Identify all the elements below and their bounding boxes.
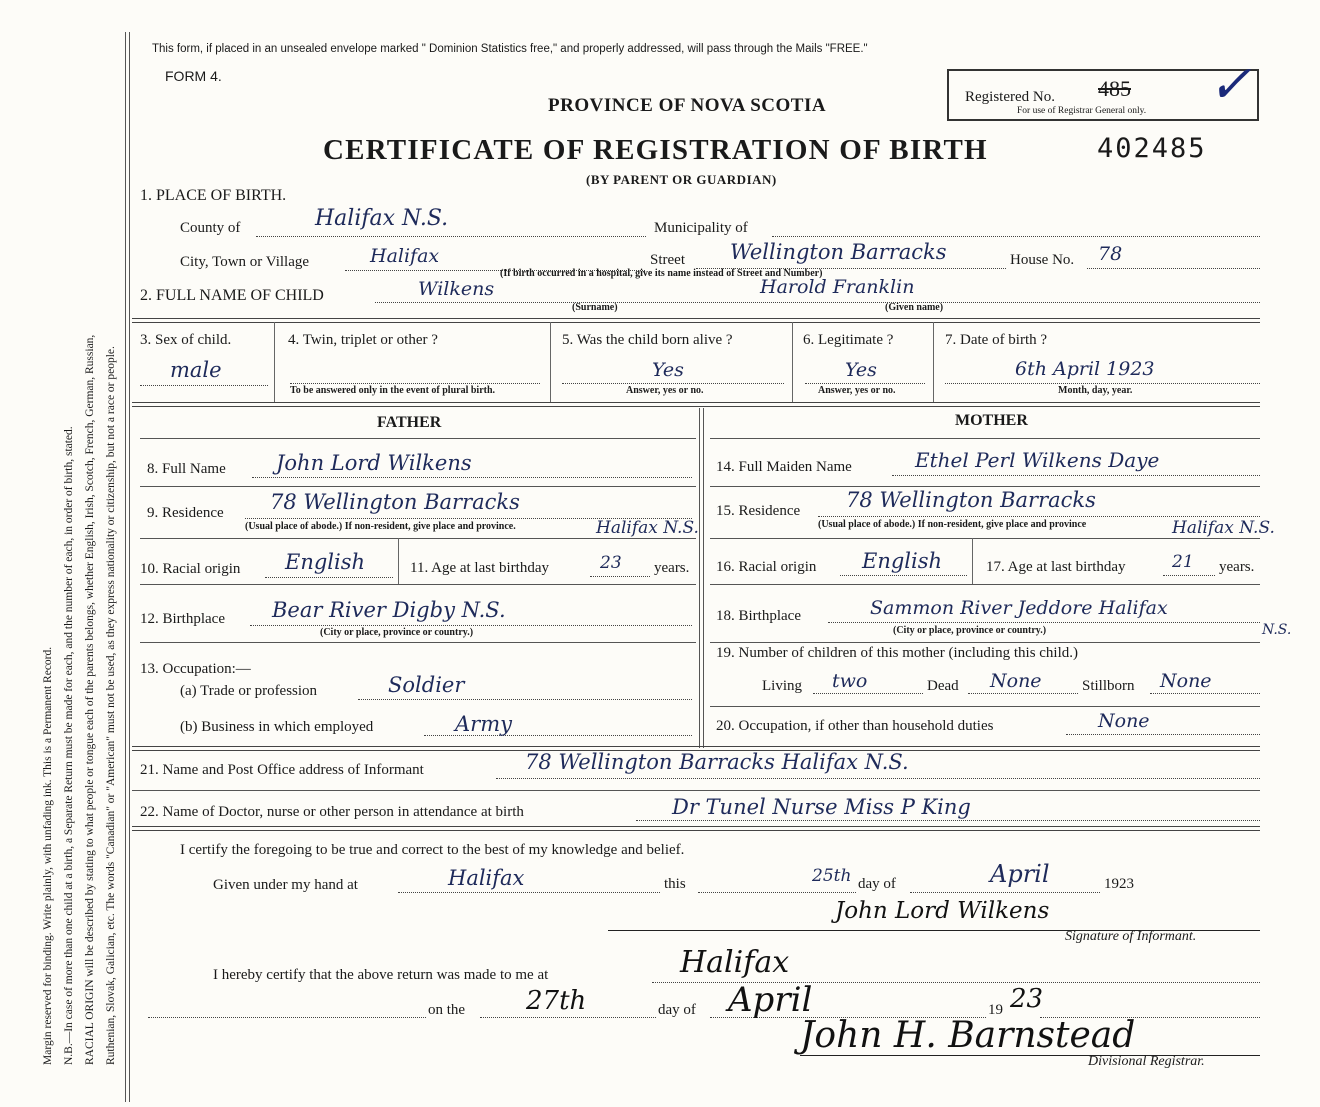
stillborn-label: Stillborn bbox=[1082, 678, 1135, 694]
registrar-place-value[interactable]: Halifax bbox=[680, 945, 790, 980]
certificate-title: CERTIFICATE OF REGISTRATION OF BIRTH bbox=[323, 134, 988, 166]
mother-birthplace-line bbox=[828, 622, 1260, 623]
divider bbox=[972, 538, 973, 584]
attendant-line bbox=[636, 820, 1260, 821]
divider bbox=[792, 322, 793, 402]
municipality-line bbox=[772, 236, 1260, 237]
divider bbox=[710, 486, 1260, 487]
mother-occupation-line bbox=[1066, 734, 1260, 735]
certificate-subtitle: (BY PARENT OR GUARDIAN) bbox=[586, 172, 777, 187]
registered-number: 485 bbox=[1098, 76, 1131, 101]
father-racial-line bbox=[265, 577, 393, 578]
registrar-caption: Divisional Registrar. bbox=[1088, 1054, 1205, 1069]
divider bbox=[140, 538, 696, 539]
legitimate-value[interactable]: Yes bbox=[845, 359, 877, 381]
street-value[interactable]: Wellington Barracks bbox=[730, 240, 947, 264]
form-number: FORM 4. bbox=[165, 68, 222, 84]
business-label: (b) Business in which employed bbox=[180, 719, 374, 735]
informant-line bbox=[496, 778, 1260, 779]
dead-label: Dead bbox=[927, 678, 959, 694]
margin-binding-note: Margin reserved for binding. Write plainly, with unfading ink. This is a Permanent Record. bbox=[42, 646, 54, 1065]
registrar-statement: I hereby certify that the above return was made to me at bbox=[213, 967, 549, 983]
registrar-year-prefix: 19 bbox=[988, 1002, 1003, 1018]
sex-label: 3. Sex of child. bbox=[140, 332, 232, 348]
house-value[interactable]: 78 bbox=[1098, 243, 1123, 265]
sex-line bbox=[140, 385, 268, 386]
attendant-value[interactable]: Dr Tunel Nurse Miss P King bbox=[672, 795, 971, 819]
living-label: Living bbox=[762, 678, 802, 694]
child-name-line bbox=[375, 302, 1260, 303]
mother-racial-line bbox=[840, 575, 967, 576]
legitimate-label: 6. Legitimate ? bbox=[803, 332, 894, 348]
father-name-label: 8. Full Name bbox=[147, 461, 226, 477]
given-place-line bbox=[398, 892, 660, 893]
father-birthplace-line bbox=[250, 625, 692, 626]
business-value[interactable]: Army bbox=[455, 712, 512, 736]
registered-label: Registered No. bbox=[965, 89, 1055, 105]
mother-name-label: 14. Full Maiden Name bbox=[716, 459, 852, 475]
mother-age-value[interactable]: 21 bbox=[1172, 552, 1194, 572]
margin-nb-note: N.B.—In case of more than one child at a birth, a Separate Return must be made for each, and the number of each, in order of birth, stated. bbox=[63, 426, 75, 1065]
registrar-left-line bbox=[148, 1017, 426, 1018]
divider bbox=[140, 584, 696, 585]
county-line bbox=[256, 236, 646, 237]
legitimate-note: Answer, yes or no. bbox=[818, 385, 896, 396]
divider-row3-top bbox=[132, 318, 1260, 323]
children-label: 19. Number of children of this mother (including this child.) bbox=[716, 645, 1079, 661]
dob-value[interactable]: 6th April 1923 bbox=[1015, 358, 1155, 380]
registrar-use-note: For use of Registrar General only. bbox=[1017, 106, 1147, 116]
dead-value[interactable]: None bbox=[990, 670, 1042, 692]
mother-heading: MOTHER bbox=[955, 412, 1028, 429]
attendant-label: 22. Name of Doctor, nurse or other person in attendance at birth bbox=[140, 804, 524, 820]
postal-notice: This form, if placed in an unsealed envelope marked " Dominion Statistics free," and properly addressed, will pass through the Mails "FREE." bbox=[152, 43, 868, 55]
stamped-number: 402485 bbox=[1097, 133, 1207, 164]
mother-residence-extra[interactable]: Halifax N.S. bbox=[1172, 518, 1275, 538]
divider bbox=[274, 322, 275, 402]
divider bbox=[140, 486, 696, 487]
informant-value[interactable]: 78 Wellington Barracks Halifax N.S. bbox=[525, 750, 909, 774]
given-year-value[interactable]: 1923 bbox=[1104, 876, 1134, 892]
given-under-label: Given under my hand at bbox=[213, 877, 358, 893]
father-residence-value[interactable]: 78 Wellington Barracks bbox=[270, 490, 520, 514]
county-label: County of bbox=[180, 220, 241, 236]
child-surname[interactable]: Wilkens bbox=[418, 278, 495, 300]
twin-line bbox=[290, 383, 540, 384]
mother-residence-line bbox=[818, 516, 1260, 517]
margin-racial-note-2: Ruthenian, Slovak, Galician, etc. The words "Canadian" or "American" must not be used, as they express nationality or citizenship, but not a race or people. bbox=[105, 346, 117, 1065]
father-birthplace-value[interactable]: Bear River Digby N.S. bbox=[272, 598, 506, 622]
mother-name-line bbox=[892, 475, 1260, 476]
checkmark-icon: ✓ bbox=[1208, 55, 1252, 115]
this-label: this bbox=[664, 876, 686, 892]
trade-label: (a) Trade or profession bbox=[180, 683, 318, 699]
dob-label: 7. Date of birth ? bbox=[945, 332, 1048, 348]
given-day-value[interactable]: 25th bbox=[812, 866, 852, 886]
mother-birthplace-value[interactable]: Sammon River Jeddore Halifax bbox=[870, 597, 1168, 619]
father-residence-extra[interactable]: Halifax N.S. bbox=[596, 518, 699, 538]
city-label: City, Town or Village bbox=[180, 254, 310, 270]
registrar-signature[interactable]: John H. Barnstead bbox=[800, 1015, 1136, 1056]
mother-racial-label: 16. Racial origin bbox=[716, 559, 817, 575]
dead-line bbox=[968, 693, 1078, 694]
divider bbox=[710, 584, 1260, 585]
margin-racial-note-1: RACIAL ORIGIN will be described by stating to what people or tongue each of the parents belongs, whether English, Irish, Scotch, French, German, Russian, bbox=[84, 334, 96, 1065]
divider bbox=[140, 438, 696, 439]
father-racial-label: 10. Racial origin bbox=[140, 561, 241, 577]
hospital-note: (If birth occurred in a hospital, give its name instead of Street and Number) bbox=[500, 268, 823, 279]
divider bbox=[132, 790, 1260, 791]
registrar-year-suffix[interactable]: 23 bbox=[1010, 984, 1044, 1014]
father-age-value[interactable]: 23 bbox=[600, 553, 622, 573]
father-heading: FATHER bbox=[377, 414, 442, 431]
mother-occupation-value[interactable]: None bbox=[1098, 710, 1150, 732]
trade-line bbox=[358, 699, 692, 700]
informant-signature[interactable]: John Lord Wilkens bbox=[835, 898, 1050, 924]
given-day-line bbox=[698, 892, 856, 893]
given-place-value[interactable]: Halifax bbox=[448, 866, 525, 890]
father-name-value[interactable]: John Lord Wilkens bbox=[276, 451, 472, 475]
divider bbox=[933, 322, 934, 402]
alive-line bbox=[562, 383, 784, 384]
alive-note: Answer, yes or no. bbox=[626, 385, 704, 396]
alive-label: 5. Was the child born alive ? bbox=[562, 332, 733, 348]
informant-caption: Signature of Informant. bbox=[1065, 929, 1197, 944]
father-residence-note: (Usual place of abode.) If non-resident, give place and province. bbox=[245, 521, 516, 532]
father-years-label: years. bbox=[654, 560, 690, 576]
divider-certify-top bbox=[132, 826, 1260, 831]
dob-line bbox=[945, 383, 1260, 384]
house-line bbox=[1087, 268, 1260, 269]
divider bbox=[710, 538, 1260, 539]
child-given-name[interactable]: Harold Franklin bbox=[760, 276, 915, 298]
father-name-line bbox=[252, 477, 692, 478]
mother-residence-note: (Usual place of abode.) If non-resident, give place and province bbox=[818, 519, 1087, 530]
margin-rule bbox=[125, 32, 130, 1102]
place-of-birth-label: 1. PLACE OF BIRTH. bbox=[140, 187, 287, 204]
registrar-day-of-label: day of bbox=[658, 1002, 696, 1018]
occupation-label: 13. Occupation:— bbox=[140, 661, 251, 677]
mother-age-label: 17. Age at last birthday bbox=[986, 559, 1126, 575]
city-value[interactable]: Halifax bbox=[370, 245, 440, 267]
trade-value[interactable]: Soldier bbox=[388, 673, 465, 697]
stillborn-line bbox=[1150, 693, 1260, 694]
registrar-month-value[interactable]: April bbox=[728, 980, 813, 1020]
mother-years-label: years. bbox=[1219, 559, 1255, 575]
mother-residence-label: 15. Residence bbox=[716, 503, 801, 519]
divider bbox=[710, 706, 1260, 707]
mother-age-line bbox=[1163, 575, 1215, 576]
divider-parents-top bbox=[132, 402, 1260, 407]
surname-caption: (Surname) bbox=[572, 302, 618, 313]
certify-statement: I certify the foregoing to be true and correct to the best of my knowledge and belief. bbox=[180, 842, 685, 858]
twin-label: 4. Twin, triplet or other ? bbox=[288, 332, 438, 348]
informant-label: 21. Name and Post Office address of Informant bbox=[140, 762, 424, 778]
street-label: Street bbox=[650, 252, 685, 268]
divider bbox=[710, 438, 1260, 439]
father-age-line bbox=[590, 576, 650, 577]
living-value[interactable]: two bbox=[832, 670, 868, 692]
house-label: House No. bbox=[1010, 252, 1075, 268]
given-day-of-label: day of bbox=[858, 876, 896, 892]
stillborn-value[interactable]: None bbox=[1160, 670, 1212, 692]
municipality-label: Municipality of bbox=[654, 220, 748, 236]
legitimate-line bbox=[805, 383, 925, 384]
mother-birthplace-label: 18. Birthplace bbox=[716, 608, 801, 624]
father-racial-value[interactable]: English bbox=[285, 550, 366, 574]
divider bbox=[140, 642, 696, 643]
sex-value[interactable]: male bbox=[170, 358, 222, 382]
parents-divider bbox=[699, 408, 704, 748]
dob-note: Month, day, year. bbox=[1058, 385, 1133, 396]
divider bbox=[398, 538, 399, 584]
alive-value[interactable]: Yes bbox=[652, 359, 684, 381]
divider bbox=[550, 322, 551, 402]
mother-birthplace-note: (City or place, province or country.) bbox=[893, 625, 1047, 636]
given-month-value[interactable]: April bbox=[990, 860, 1050, 888]
mother-racial-value[interactable]: English bbox=[862, 549, 943, 573]
father-age-label: 11. Age at last birthday bbox=[410, 560, 549, 576]
twin-note: To be answered only in the event of plural birth. bbox=[290, 385, 496, 396]
mother-birthplace-extra[interactable]: N.S. bbox=[1262, 622, 1292, 638]
father-residence-label: 9. Residence bbox=[147, 505, 224, 521]
mother-name-value[interactable]: Ethel Perl Wilkens Daye bbox=[915, 448, 1160, 472]
given-name-caption: (Given name) bbox=[885, 302, 944, 313]
living-line bbox=[813, 693, 923, 694]
given-month-line bbox=[910, 892, 1100, 893]
divider bbox=[710, 642, 1260, 643]
child-name-label: 2. FULL NAME OF CHILD bbox=[140, 287, 324, 304]
registrar-day-value[interactable]: 27th bbox=[526, 986, 587, 1016]
mother-residence-value[interactable]: 78 Wellington Barracks bbox=[846, 488, 1096, 512]
county-value[interactable]: Halifax N.S. bbox=[315, 206, 449, 231]
on-the-label: on the bbox=[428, 1002, 466, 1018]
father-birthplace-label: 12. Birthplace bbox=[140, 611, 225, 627]
father-birthplace-note: (City or place, province or country.) bbox=[320, 627, 474, 638]
mother-occupation-label: 20. Occupation, if other than household duties bbox=[716, 718, 994, 734]
province-heading: PROVINCE OF NOVA SCOTIA bbox=[548, 95, 827, 116]
registrar-day-line bbox=[480, 1017, 656, 1018]
